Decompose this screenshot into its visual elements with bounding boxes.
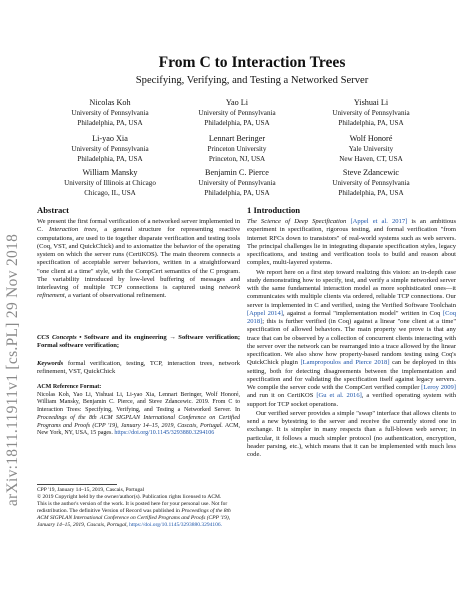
author-block <box>167 98 307 129</box>
abstract-heading: Abstract <box>37 205 69 215</box>
arxiv-stamp-text: arXiv:1811.11911v1 [cs.PL] 29 Nov 2018 <box>4 233 21 507</box>
author-name: William Mansky <box>82 168 138 177</box>
author-affiliation: University of Pennsylvania <box>71 145 149 154</box>
ccs-text: • Software and its engineering → Software verification; Formal software verification; <box>37 334 241 350</box>
footnote-note: This is the author's version of the work. It is posted here for your personal use. Not for redistribution. The definitive Version of Record was published in Proceedings of the 8th ACM SIGPLAN International Conference on Certified Programs and Proofs (CPP '19), January 14–15, 2019, Cascais, Portugal, https://doi.org/10.1145/3293880.3294106. <box>37 501 231 528</box>
author-location: Philadelphia, PA, USA <box>77 119 143 128</box>
author-location: Philadelphia, PA, USA <box>77 155 143 164</box>
introduction-section <box>247 205 456 459</box>
intro-paragraph: We report here on a first step toward realizing this vision: an in-depth case study demonstrating how to specify, test, and verify a simple networked server with the same fundamental interaction model as more sophisticated ones—it communicates with multiple clients via ordered, reliable TCP connections. Our server is implemented in C and verified, using the Verified Software Toolchain [Appel 2014], against a formal "implementation model" written in Coq [Coq 2018]; this is further verified (in Coq) against a linear "one client at a time" specification of allowed behaviors. The main property we prove is that any trace that can be observed by a collection of concurrent clients interacting with the server over the network can be rearranged into a trace allowed by the linear specification. We also show how property-based random testing using Coq's QuickChick plugin [Lampropoulos and Pierce 2018] can be deployed in this setting, both for detecting disagreements between the implementation and specification and for validating the specification itself against legacy servers. We compile the server code with the CompCert verified compiler [Leroy 2009] and run it on CertiKOS [Gu et al. 2016], a verified operating system with support for TCP socket operations. <box>247 268 457 408</box>
keywords-text: formal verification, testing, TCP, interaction trees, network refinement, VST, QuickChick <box>37 360 241 376</box>
introduction-heading: 1 Introduction <box>247 205 301 215</box>
citation-link[interactable]: [Appel et al. 2017] <box>350 218 408 225</box>
ccs-concepts <box>37 334 240 351</box>
intro-paragraph: The Science of Deep Specification [Appel et al. 2017] is an ambitious experiment in specification, rigorous testing, and formal verification "from internet RFCs down to transistors" of real-world systems such as web servers. The principal challenges lie in integrating disparate specification styles, legacy specifications, and testing and verification tools to build and reason about complex, multi-layered systems. <box>247 218 456 267</box>
author-location: Philadelphia, PA, USA <box>204 119 270 128</box>
keywords <box>37 360 240 377</box>
author-affiliation: University of Pennsylvania <box>332 179 410 188</box>
author-block <box>40 168 180 199</box>
author-name: Benjamin C. Pierce <box>205 168 269 177</box>
author-location: Philadelphia, PA, USA <box>204 189 270 198</box>
author-block <box>301 98 441 129</box>
author-affiliation: University of Pennsylvania <box>198 179 276 188</box>
citation-link[interactable]: [Gu et al. 2016] <box>316 392 362 400</box>
citation-link[interactable]: [Lampropoulos and Pierce 2018] <box>300 359 390 367</box>
author-affiliation: University of Pennsylvania <box>71 109 149 118</box>
footnote-conference: CPP '19, January 14–15, 2019, Cascais, Portugal <box>37 487 145 493</box>
author-location: Philadelphia, PA, USA <box>338 189 404 198</box>
author-block <box>301 134 441 165</box>
author-name: Lennart Beringer <box>208 134 266 143</box>
author-location: Princeton, NJ, USA <box>208 155 266 164</box>
citation-link[interactable]: [Coq 2018] <box>247 309 457 325</box>
author-name: Steve Zdancewic <box>342 168 400 177</box>
author-name: Wolf Honoré <box>349 134 393 143</box>
footnote-copyright: © 2019 Copyright held by the owner/author(s). Publication rights licensed to ACM. <box>37 493 222 500</box>
paper-subtitle: Specifying, Verifying, and Testing a Networked Server <box>135 75 369 86</box>
author-affiliation: University of Illinois at Chicago <box>64 179 156 188</box>
author-name: Nicolas Koh <box>89 98 131 107</box>
author-block <box>167 134 307 165</box>
citation-link[interactable]: [Leroy 2009] <box>421 384 456 391</box>
abstract-section <box>37 205 240 301</box>
footnote-doi-link[interactable]: https://doi.org/10.1145/3293880.3294106. <box>129 521 223 528</box>
intro-paragraph: Our verified server provides a simple "swap" interface that allows clients to send a new bytestring to the server and receive the currently stored one in exchange. It is simpler in many respects than a full-blown web server; in particular, it follows a much simpler protocol (no authentication, encryption, header parsing, etc.), which means that it can be implemented with much less code. <box>247 409 456 458</box>
author-block <box>301 168 441 199</box>
author-name: Li-yao Xia <box>92 134 128 143</box>
arxiv-stamp <box>3 150 23 590</box>
author-name: Yishuai Li <box>353 98 389 107</box>
author-location: Philadelphia, PA, USA <box>338 119 404 128</box>
author-block <box>167 168 307 199</box>
author-affiliation: University of Pennsylvania <box>332 109 410 118</box>
paper-title: From C to Interaction Trees <box>158 54 346 71</box>
author-name: Yao Li <box>225 98 249 107</box>
abstract-text: We present the first formal verification of a networked server implemented in C. Interaction trees, a general structure for representing reactive computations, are used to tie together disparate verification and testing tools (Coq, VST, and QuickChick) and to axiomatize the behavior of the operating system on which the server runs (CertiKOS). The main theorem connects a specification of acceptable server behaviors, written in a straightforward "one client at a time" style, with the CompCert semantics of the C program. The variability introduced by low-level buffering of messages and interleaving of multiple TCP connections is captured using network refinement, a variant of observational refinement. <box>37 218 240 300</box>
ccs-label: CCS Concepts <box>37 334 77 341</box>
author-location: Chicago, IL, USA <box>84 189 136 198</box>
author-affiliation: Yale University <box>348 145 394 154</box>
footnote <box>37 487 240 528</box>
footnote-rule <box>37 484 117 485</box>
author-block <box>40 134 180 165</box>
citation-link[interactable]: [Appel 2014] <box>247 309 283 317</box>
author-affiliation: Princeton University <box>207 145 267 154</box>
acm-reference-doi-link[interactable]: https://doi.org/10.1145/3293880.3294106 <box>114 430 215 437</box>
acm-reference-heading: ACM Reference Format: <box>37 384 102 390</box>
author-block <box>40 98 180 129</box>
acm-reference: ACM Reference Format: Nicolas Koh, Yao Li, Yishuai Li, Li-yao Xia, Lennart Beringer, Wolf Honoré, William Mansky, Benjamin C. Pierce, and Steve Zdancewic. 2019. From C to Interaction Trees: Specifying, Verifying, and Testing a Networked Server. In Proceedings of the 8th ACM SIGPLAN International Conference on Certified Programs and Proofs (CPP '19), January 14–15, 2019, Cascais, Portugal. ACM, New York, NY, USA, 15 pages. https://doi.org/10.1145/3293880.3294106 <box>37 384 241 437</box>
author-affiliation: University of Pennsylvania <box>198 109 276 118</box>
keywords-label: Keywords <box>37 360 64 367</box>
author-location: New Haven, CT, USA <box>339 155 403 164</box>
